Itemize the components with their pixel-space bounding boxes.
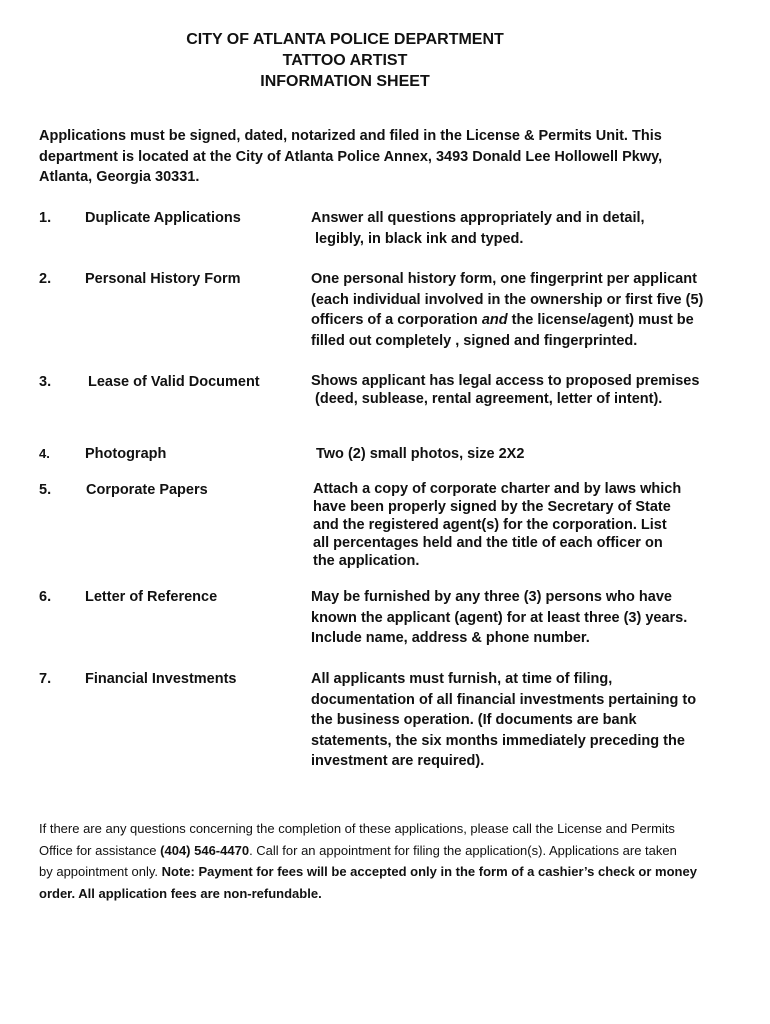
phone-number: (404) 546-4470 <box>160 842 250 858</box>
description-line: Two (2) small photos, size 2X2 <box>316 446 525 462</box>
description-line: have been properly signed by the Secretary of State <box>313 499 671 515</box>
item-description <box>311 208 731 249</box>
item-number: 2. <box>39 271 52 287</box>
item-label: Letter of Reference <box>85 589 218 605</box>
description-line: documentation of all financial investments pertaining to <box>311 691 697 708</box>
description-line: legibly, in black ink and typed. <box>311 230 524 247</box>
description-line: Shows applicant has legal access to proposed premises <box>311 373 700 389</box>
item-number: 3. <box>39 374 52 390</box>
payment-note: Note: Payment for fees will be accepted only in the form of a cashier’s check or money <box>161 864 697 879</box>
description-line: All applicants must furnish, at time of filing, <box>311 671 613 687</box>
item-label: Financial Investments <box>85 671 237 687</box>
footer-fragment: Office for assistance <box>39 842 161 858</box>
footer-fragment: by appointment only. <box>39 864 162 879</box>
description-line: the application. <box>313 553 420 569</box>
description-line: Attach a copy of corporate charter and by laws which <box>313 481 682 497</box>
description-line: Answer all questions appropriately and in detail, <box>311 210 645 226</box>
description-line: One personal history form, one fingerprint per applicant <box>311 271 697 287</box>
description-line: all percentages held and the title of each officer on <box>313 535 663 551</box>
description-line: filled out completely , signed and fingerprinted. <box>311 332 638 349</box>
description-line <box>311 310 731 331</box>
description-line: the business operation. (If documents are bank <box>311 712 637 728</box>
form-title: TATTOO ARTIST <box>282 52 408 69</box>
footer-line <box>39 840 739 862</box>
intro-line: department is located at the City of Atlanta Police Annex, 3493 Donald Lee Hollowell Pkwy, <box>39 148 663 165</box>
footer-note <box>39 818 739 904</box>
description-line: statements, the six months immediately preceding the <box>311 732 685 749</box>
item-label: Duplicate Applications <box>85 210 241 226</box>
description-line: (deed, sublease, rental agreement, letter of intent). <box>311 391 663 407</box>
item-number: 4. <box>39 446 50 461</box>
item-number: 7. <box>39 671 52 687</box>
intro-paragraph <box>39 126 719 188</box>
footer-fragment: . Call for an appointment for filing the application(s). Applications are taken <box>249 842 677 858</box>
department-title: CITY OF ATLANTA POLICE DEPARTMENT <box>186 31 504 48</box>
description-line: investment are required). <box>311 753 485 769</box>
item-label: Corporate Papers <box>86 482 208 498</box>
emphasis-text: and <box>481 312 508 328</box>
form-subtitle: INFORMATION SHEET <box>260 73 430 90</box>
refund-note: order. All application fees are non-refundable. <box>39 885 322 901</box>
item-label: Photograph <box>85 446 167 462</box>
description-line: known the applicant (agent) for at least three (3) years. <box>311 609 688 626</box>
item-description <box>311 269 731 351</box>
item-label: Lease of Valid Document <box>88 374 260 390</box>
item-description <box>311 372 731 408</box>
description-fragment: officers of a corporation <box>311 312 482 328</box>
item-number: 6. <box>39 589 52 605</box>
footer-line: If there are any questions concerning the completion of these applications, please call the License and Permits <box>39 821 675 836</box>
item-number: 5. <box>39 482 52 498</box>
footer-line <box>39 861 739 883</box>
description-line: May be furnished by any three (3) persons who have <box>311 589 672 605</box>
intro-line: Applications must be signed, dated, notarized and filed in the License & Permits Unit. This <box>39 128 662 144</box>
description-fragment: the license/agent) must be <box>507 312 694 328</box>
description-line: (each individual involved in the ownership or first five (5) <box>311 291 704 308</box>
item-label: Personal History Form <box>85 271 241 287</box>
description-line: and the registered agent(s) for the corporation. List <box>313 517 667 533</box>
item-description <box>311 669 731 772</box>
description-line: Include name, address & phone number. <box>311 630 590 646</box>
item-description <box>313 480 733 570</box>
intro-line: Atlanta, Georgia 30331. <box>39 169 200 185</box>
item-description <box>316 444 736 465</box>
item-description <box>311 587 731 649</box>
item-number: 1. <box>39 210 52 226</box>
